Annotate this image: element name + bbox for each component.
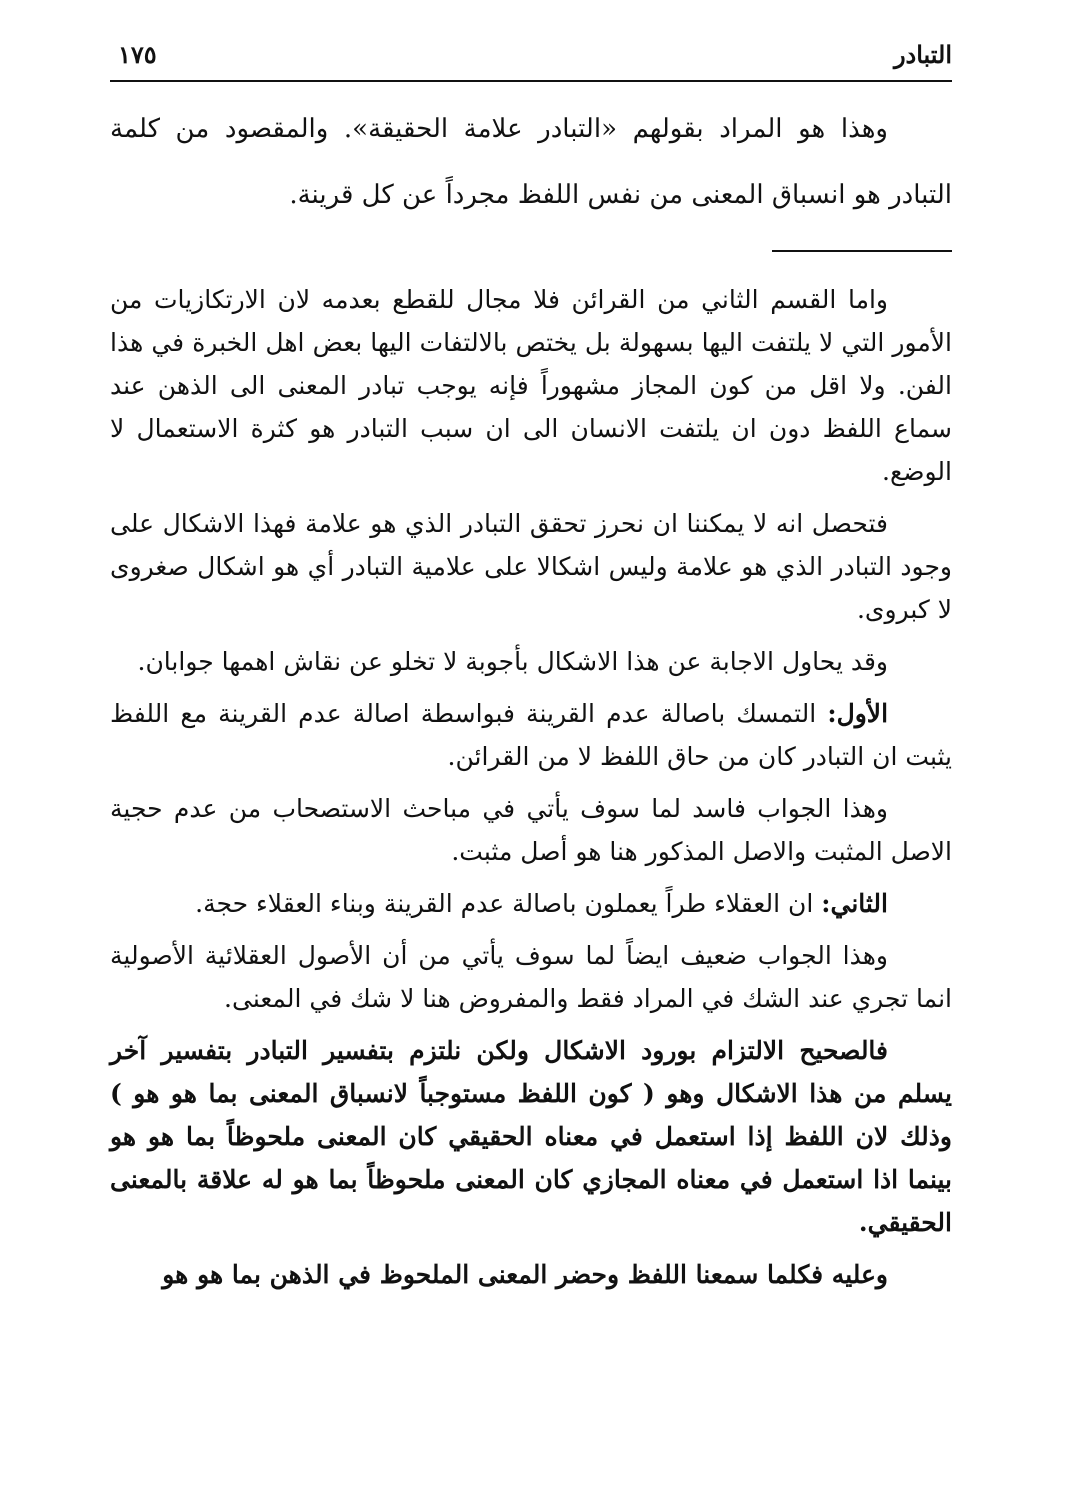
footnote-divider <box>772 250 952 252</box>
note-paragraph-7: وهذا الجواب ضعيف ايضاً لما سوف يأتي من أن الأصول العقلائية الأصولية انما تجري عند الشك في المراد فقط والمفروض هنا لا شك في المعنى. <box>110 941 952 1013</box>
note-paragraph-2: فتحصل انه لا يمكننا ان نحرز تحقق التبادر الذي هو علامة فهذا الاشكال على وجود التبادر الذي هو علامة وليس اشكالا على علامية التبادر أي هو اشكال صغروى لا كبروى. <box>110 509 952 624</box>
page-number: ١٧٥ <box>118 40 157 69</box>
note-paragraph-8: فالصحيح الالتزام بورود الاشكال ولكن نلتزم بتفسير التبادر بتفسير آخر يسلم من هذا الاشكال وهو ( كون اللفظ مستوجباً لانسباق المعنى بما هو هو ) وذلك لان اللفظ إذا استعمل في معناه الحقيقي كان المعنى ملحوظاً بما هو هو بينما اذا استعمل في معناه المجازي كان المعنى ملحوظاً بما هو له علاقة بالمعنى الحقيقي. <box>110 1036 952 1237</box>
note-paragraph-5: وهذا الجواب فاسد لما سوف يأتي في مباحث الاستصحاب من عدم حجية الاصل المثبت والاصل المذكور هنا هو أصل مثبت. <box>110 794 952 866</box>
note-paragraph-3: وقد يحاول الاجابة عن هذا الاشكال بأجوبة لا تخلو عن نقاش اهمها جوابان. <box>137 647 888 676</box>
running-head <box>110 30 952 82</box>
main-text <box>110 96 952 228</box>
footnotes-section <box>110 278 952 1296</box>
note-first-answer <box>110 692 952 778</box>
running-title: التبادر <box>893 40 952 69</box>
second-answer-text: ان العقلاء طراً يعملون باصالة عدم القرينة وبناء العقلاء حجة. <box>195 889 814 918</box>
note-paragraph-9: وعليه فكلما سمعنا اللفظ وحضر المعنى الملحوظ في الذهن بما هو هو <box>162 1260 888 1289</box>
book-page <box>110 30 952 1470</box>
note-paragraph-1: واما القسم الثاني من القرائن فلا مجال للقطع بعدمه لان الارتكازيات من الأمور التي لا يلتفت اليها بسهولة بل يختص بالالتفات اليها بعض اهل الخبرة في هذا الفن. ولا اقل من كون المجاز مشهوراً فإنه يوجب تبادر المعنى الى الذهن عند سماع اللفظ دون ان يلتفت الانسان الى ان سبب التبادر هو كثرة الاستعمال لا الوضع. <box>110 285 952 486</box>
note-second-answer <box>110 882 952 925</box>
first-answer-text: التمسك باصالة عدم القرينة فبواسطة اصالة عدم القرينة مع اللفظ يثبت ان التبادر كان من حاق اللفظ لا من القرائن. <box>110 699 952 771</box>
main-paragraph: وهذا هو المراد بقولهم «التبادر علامة الحقيقة». والمقصود من كلمة التبادر هو انسباق المعنى من نفس اللفظ مجرداً عن كل قرينة. <box>110 114 952 210</box>
first-answer-label: الأول: <box>827 699 889 728</box>
second-answer-label: الثاني: <box>821 889 888 918</box>
